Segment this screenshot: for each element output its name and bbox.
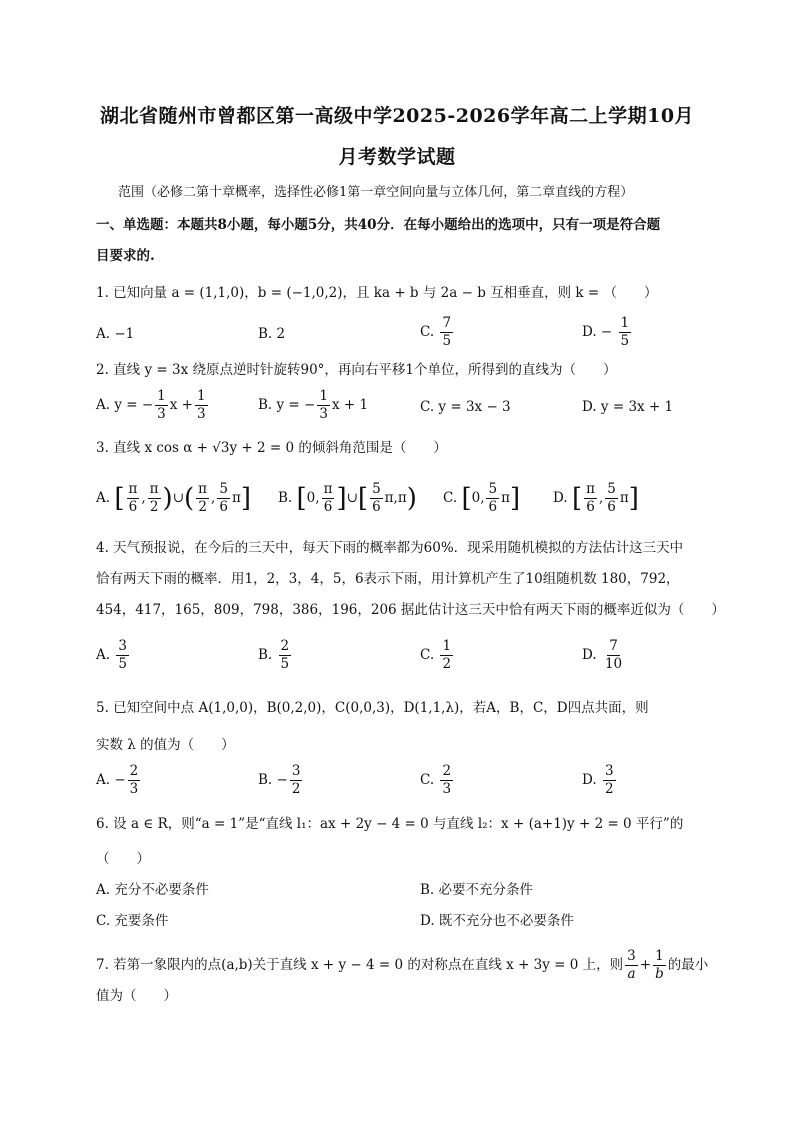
separator: , <box>393 490 398 506</box>
pi-symbol: π <box>384 490 394 506</box>
numerator: 3 <box>627 948 636 964</box>
fraction <box>619 315 632 350</box>
question-2-stem: 2. 直线 y = 3x 绕原点逆时针旋转90°，再向右平移1个单位，所得到的直线为（ ） <box>96 362 617 378</box>
pi-symbol: π <box>231 490 241 506</box>
option-label: D. <box>582 647 597 663</box>
fraction <box>116 638 129 673</box>
question-1-option-d <box>582 315 633 350</box>
question-4-option-d <box>582 638 626 673</box>
numerator: π <box>149 481 159 497</box>
numerator: 1 <box>442 638 452 654</box>
denominator: 3 <box>319 406 328 422</box>
section-heading-line2: 目要求的. <box>96 248 155 264</box>
question-5-option-a <box>96 763 142 798</box>
denominator: 6 <box>488 499 498 515</box>
fraction <box>217 481 230 516</box>
denominator: 2 <box>198 499 207 515</box>
numerator: 7 <box>442 315 452 331</box>
fraction <box>653 948 666 983</box>
denominator: 3 <box>129 781 139 797</box>
separator: , <box>598 490 604 506</box>
fraction <box>317 388 330 423</box>
question-6-line1: 6. 设 a ∈ R，则“a = 1”是“直线 l₁：ax + 2y − 4 = 0 与直线 l₂：x + (a+1)y + 2 = 0 平行”的 <box>96 816 684 832</box>
plus-sign: + <box>639 957 652 973</box>
denominator: 6 <box>372 499 381 515</box>
denominator: b <box>655 966 664 982</box>
option-label: B. y = − <box>258 397 316 413</box>
fraction <box>196 481 209 516</box>
numerator: 3 <box>604 763 614 779</box>
numerator: π <box>586 481 595 497</box>
denominator: 3 <box>442 781 452 797</box>
denominator: 2 <box>291 781 301 797</box>
numerator: π <box>128 481 138 497</box>
question-6-line2: （ ） <box>96 851 150 867</box>
option-label: A. y = − <box>96 397 154 413</box>
question-6-option-c: C. 充要条件 <box>96 913 169 929</box>
numerator: 5 <box>488 481 498 497</box>
fraction <box>603 638 624 673</box>
fraction <box>279 638 292 673</box>
question-1-option-b: B. 2 <box>258 326 286 342</box>
numerator: 7 <box>609 638 618 654</box>
denominator: 3 <box>157 406 166 422</box>
numerator: 5 <box>607 481 616 497</box>
question-5-option-c <box>420 763 455 798</box>
fraction <box>195 388 208 423</box>
question-5-option-b <box>258 763 304 798</box>
option-label: C. <box>443 490 458 506</box>
exam-title-line1: 湖北省随州市曾都区第一高级中学2025-2026学年高二上学期10月 <box>99 105 695 127</box>
numerator: 1 <box>157 388 166 404</box>
option-label: B. − <box>258 772 288 788</box>
question-3-option-b: B. [0, $\frac{\pi}{6}$ ]∪[ $\frac{5}{6}$ π,π) <box>278 481 417 515</box>
question-5-line1: 5. 已知空间中点 A(1,0,0)，B(0,2,0)，C(0,0,3)，D(1,1,λ)，若A，B，C，D四点共面，则 <box>96 700 649 716</box>
option-label: C. <box>420 772 435 788</box>
question-4-line3: 454，417，165，809，798，386，196，206 据此估计这三天中恰有两天下雨的概率近似为（ ） <box>96 602 725 618</box>
option-label: A. <box>96 490 111 506</box>
option-label: D. <box>582 772 597 788</box>
denominator: 2 <box>442 656 452 672</box>
fraction <box>605 481 618 516</box>
separator: , <box>141 490 146 506</box>
fraction <box>440 763 453 798</box>
option-label: C. <box>420 324 435 340</box>
pi-symbol: π <box>619 490 629 506</box>
fraction <box>603 763 616 798</box>
question-1-stem: 1. 已知向量 a = (1,1,0)，b = (−1,0,2)，且 ka + b 与 2a − b 互相垂直，则 k = （ ） <box>96 285 658 301</box>
denominator: 5 <box>280 656 290 672</box>
numerator: 1 <box>655 948 664 964</box>
question-6-option-a: A. 充分不必要条件 <box>96 882 209 898</box>
denominator: 6 <box>323 499 333 515</box>
expr-tail: x + 1 <box>331 397 369 413</box>
numerator: 2 <box>129 763 139 779</box>
question-7-stem-tail: 的最小 <box>667 957 709 973</box>
question-3-option-a: A. [ $\frac{\pi}{6}$ , $\frac{\pi}{2}$ )∪( $\frac{\pi}{2}$ , $\frac{5}{6}$ π] <box>96 481 251 515</box>
exam-scope: 范围（必修二第十章概率，选择性必修1第一章空间向量与立体几何，第二章直线的方程） <box>118 185 634 200</box>
denominator: 2 <box>149 499 159 515</box>
question-7-line2: 值为（ ） <box>96 988 177 1004</box>
option-label: B. <box>278 490 293 506</box>
question-2-option-a <box>96 388 210 423</box>
option-label: D. <box>553 490 568 506</box>
question-2-option-c: C. y = 3x − 3 <box>420 399 511 415</box>
denominator: 5 <box>118 656 127 672</box>
section-heading-line1: 一、单选题：本题共8小题，每小题5分，共40分．在每小题给出的选项中，只有一项是符合题 <box>96 217 661 233</box>
question-4-option-c <box>420 638 455 673</box>
question-3-option-c: C. [0, $\frac{5}{6}$ π] <box>443 481 521 515</box>
denominator: 10 <box>604 656 623 672</box>
numerator: 2 <box>442 763 452 779</box>
question-3-option-d: D. [ $\frac{\pi}{6}$ , $\frac{5}{6}$ π] <box>553 481 639 515</box>
option-label: B. <box>258 647 273 663</box>
fraction <box>290 763 303 798</box>
fraction <box>440 315 453 350</box>
numerator: 1 <box>196 388 206 404</box>
option-label: C. <box>420 647 435 663</box>
denominator: 5 <box>442 333 452 349</box>
fraction <box>370 481 383 516</box>
numerator: 1 <box>319 388 328 404</box>
denominator: 6 <box>607 499 616 515</box>
denominator: 3 <box>196 406 206 422</box>
fraction <box>127 481 140 516</box>
question-4-option-a <box>96 638 131 673</box>
fraction <box>148 481 161 516</box>
question-5-line2: 实数 λ 的值为（ ） <box>96 737 235 753</box>
denominator: a <box>627 966 636 982</box>
separator: , <box>315 490 320 506</box>
denominator: 6 <box>586 499 595 515</box>
pi-symbol: π <box>501 490 510 506</box>
fraction <box>625 948 638 983</box>
question-1-option-a: A. −1 <box>96 326 135 342</box>
numerator: π <box>323 481 333 497</box>
fraction <box>584 481 597 516</box>
numerator: 3 <box>118 638 127 654</box>
question-4-line2: 恰有两天下雨的概率．用1，2，3，4，5，6表示下雨，用计算机产生了10组随机数 180，792， <box>96 571 680 587</box>
question-3-stem: 3. 直线 x cos α + √3y + 2 = 0 的倾斜角范围是（ ） <box>96 440 447 456</box>
fraction <box>440 638 453 673</box>
question-4-option-b <box>258 638 293 673</box>
union-symbol: ∪ <box>172 490 185 506</box>
numerator: π <box>198 481 208 497</box>
numerator: 2 <box>280 638 290 654</box>
question-6-option-b: B. 必要不充分条件 <box>420 882 534 898</box>
question-2-option-d: D. y = 3x + 1 <box>582 399 674 415</box>
separator: , <box>480 490 485 506</box>
fraction <box>322 481 335 516</box>
expr-mid: x + <box>169 397 193 413</box>
exam-title-line2: 月考数学试题 <box>338 146 456 168</box>
option-label: D. − <box>582 324 613 340</box>
question-5-option-d <box>582 763 618 798</box>
zero: 0 <box>471 490 481 506</box>
numerator: 3 <box>291 763 301 779</box>
option-label: A. − <box>96 772 126 788</box>
question-4-line1: 4. 天气预报说，在今后的三天中，每天下雨的概率都为60%．现采用随机模拟的方法估计这三天中 <box>96 540 684 556</box>
union-symbol: ∪ <box>346 490 358 506</box>
question-2-option-b <box>258 388 368 423</box>
question-7-line1 <box>96 948 708 983</box>
question-6-option-d: D. 既不充分也不必要条件 <box>420 913 574 929</box>
numerator: 5 <box>219 481 228 497</box>
fraction <box>155 388 168 423</box>
fraction <box>128 763 141 798</box>
denominator: 5 <box>620 333 630 349</box>
denominator: 6 <box>128 499 138 515</box>
denominator: 6 <box>219 499 228 515</box>
separator: , <box>211 490 216 506</box>
question-1-option-c <box>420 315 455 350</box>
denominator: 2 <box>604 781 614 797</box>
numerator: 1 <box>620 315 630 331</box>
option-label: A. <box>96 647 111 663</box>
fraction <box>486 481 499 516</box>
numerator: 5 <box>372 481 381 497</box>
pi-symbol: π <box>397 490 407 506</box>
zero: 0 <box>306 490 316 506</box>
question-7-stem: 7. 若第一象限内的点(a,b)关于直线 x + y − 4 = 0 的对称点在直线 x + 3y = 0 上，则 <box>96 957 624 973</box>
